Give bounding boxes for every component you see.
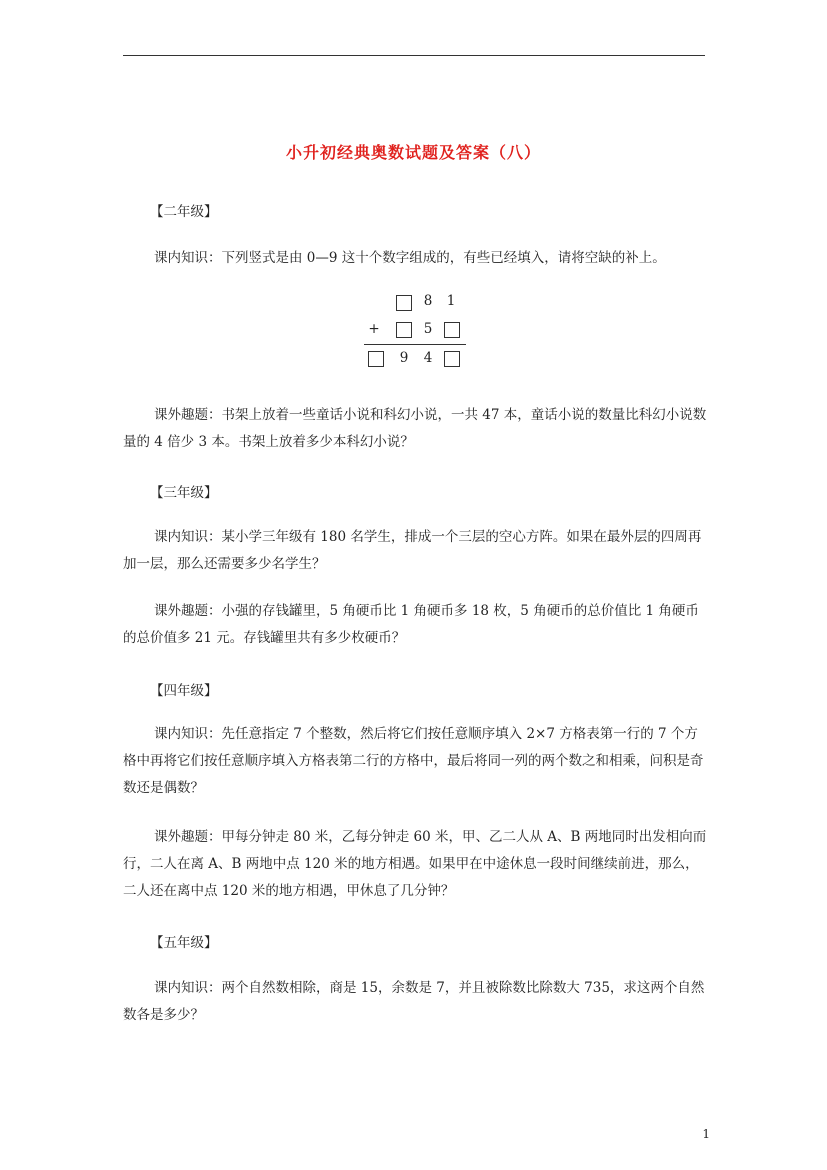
grade-4-knowledge: 课内知识：先任意指定 7 个整数，然后将它们按任意顺序填入 2×7 方格表第一行的 7 个方格中再将它们按任意顺序填入方格表第二行的方格中，最后将同一列的两个数之和相乘，问积是奇数还是偶数？	[123, 726, 704, 796]
blank-box	[396, 322, 412, 338]
page-title: 小升初经典奥数试题及答案（八）	[285, 143, 541, 162]
grade-5-knowledge: 课内知识：两个自然数相除，商是 15，余数是 7，并且被除数比除数大 735，求这两个自然数各是多少？	[123, 980, 705, 1023]
page-number: 1	[702, 1127, 710, 1141]
blank-box	[444, 351, 460, 367]
grade-5-heading: 【五年级】	[150, 935, 218, 951]
grade-3-knowledge: 课内知识：某小学三年级有 180 名学生，排成一个三层的空心方阵。如果在最外层的四周再加一层，那么还需要多少名学生？	[123, 529, 702, 572]
sum-digit: 1	[446, 293, 456, 309]
plus-sign: +	[368, 321, 380, 337]
sum-digit: 4	[423, 350, 433, 366]
header-rule	[123, 55, 705, 56]
grade-2-knowledge: 课内知识：下列竖式是由 0—9 这十个数字组成的，有些已经填入，请将空缺的补上。	[154, 250, 666, 266]
grade-2-fun: 课外趣题：书架上放着一些童话小说和科幻小说，一共 47 本，童话小说的数量比科幻小说数量的 4 倍少 3 本。书架上放着多少本科幻小说？	[123, 407, 707, 450]
blank-box	[444, 322, 460, 338]
sum-digit: 5	[423, 321, 433, 337]
vertical-sum	[360, 293, 470, 373]
blank-box	[368, 351, 384, 367]
grade-4-heading: 【四年级】	[150, 683, 218, 699]
grade-3-fun: 课外趣题：小强的存钱罐里，5 角硬币比 1 角硬币多 18 枚，5 角硬币的总价值比 1 角硬币的总价值多 21 元。存钱罐里共有多少枚硬币？	[123, 603, 699, 646]
sum-digit: 9	[399, 350, 409, 366]
sum-line	[364, 344, 466, 345]
sum-digit: 8	[423, 293, 433, 309]
grade-4-fun: 课外趣题：甲每分钟走 80 米，乙每分钟走 60 米，甲、乙二人从 A、B 两地同时出发相向而行，二人在离 A、B 两地中点 120 米的地方相遇。如果甲在中途休息一段时间继续前进，那么，二人还在离中点 120 米的地方相遇，甲休息了几分钟？	[123, 829, 707, 899]
grade-3-heading: 【三年级】	[150, 485, 218, 501]
grade-2-heading: 【二年级】	[150, 204, 218, 220]
blank-box	[396, 295, 412, 311]
